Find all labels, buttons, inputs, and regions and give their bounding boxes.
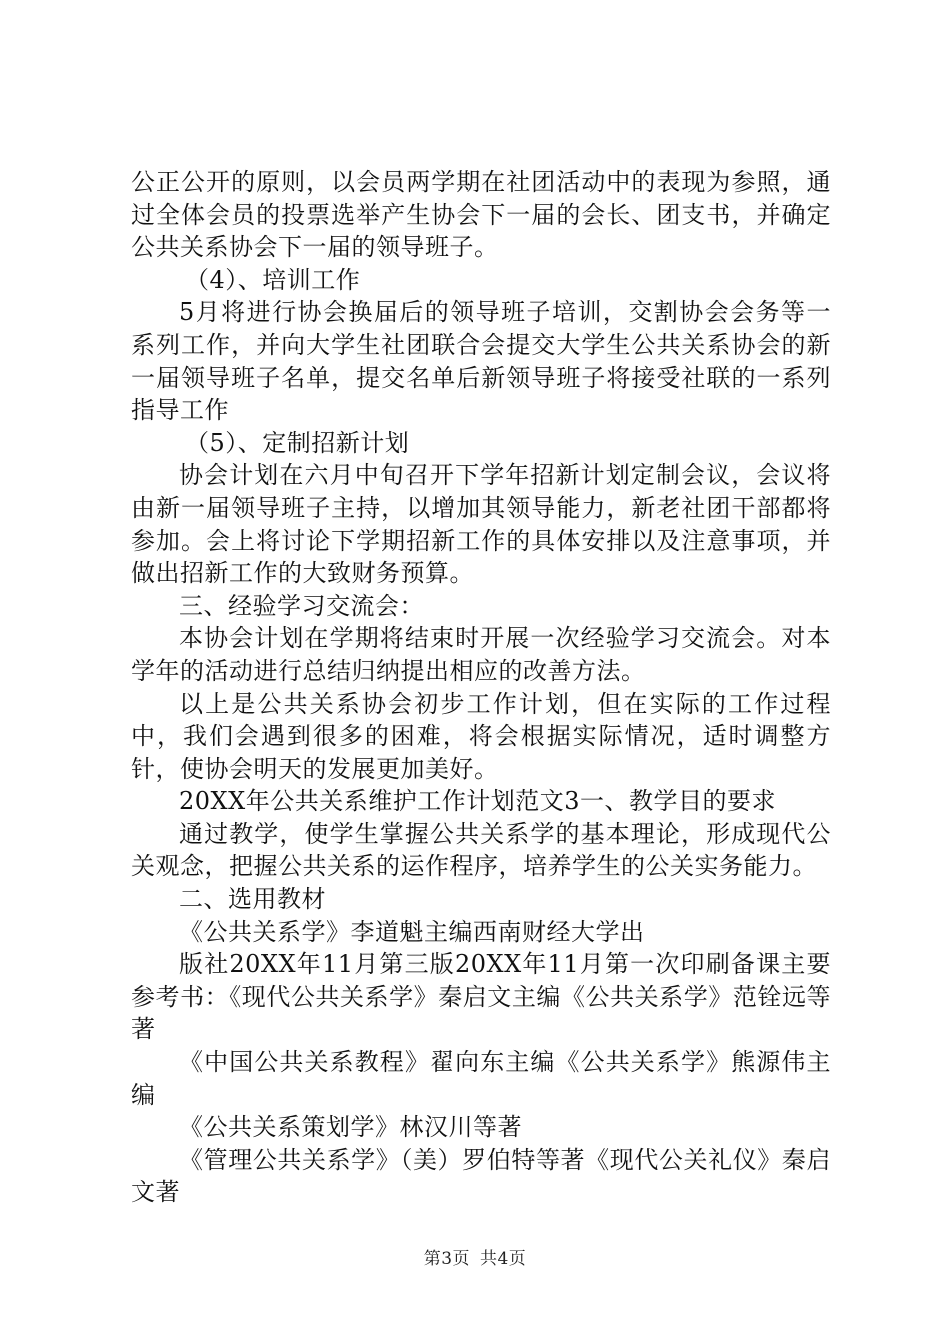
document-body: [131, 166, 831, 1209]
paragraph: 协会计划在六月中旬召开下学年招新计划定制会议，会议将由新一届领导班子主持，以增加其领导能力，新老社团干部都将参加。会上将讨论下学期招新工作的具体安排以及注意事项，并做出招新工作的大致财务预算。: [131, 461, 831, 588]
page-footer: [0, 1244, 950, 1269]
section-heading: 二、选用教材: [179, 885, 326, 914]
section-heading: （4）、培训工作: [185, 265, 361, 294]
page-total: 共4页: [479, 1249, 527, 1269]
paragraph: 公正公开的原则，以会员两学期在社团活动中的表现为参照，通过全体会员的投票选举产生协会下一届的会长、团支书，并确定公共关系协会下一届的领导班子。: [131, 168, 831, 262]
paragraph: 20XX年公共关系维护工作计划范文3一、教学目的要求: [179, 787, 776, 816]
section-heading: （5）、定制招新计划: [185, 428, 410, 457]
paragraph: 通过教学，使学生掌握公共关系学的基本理论，形成现代公关观念，把握公共关系的运作程序，培养学生的公关实务能力。: [131, 819, 831, 881]
paragraph: 《公共关系策划学》林汉川等著: [179, 1113, 522, 1142]
paragraph: 版社20XX年11月第三版20XX年11月第一次印刷备课主要参考书：《现代公共关系学》秦启文主编《公共关系学》范铨远等著: [131, 950, 831, 1044]
paragraph: 《公共关系学》李道魁主编西南财经大学出: [179, 917, 645, 946]
section-heading: 三、经验学习交流会：: [179, 591, 424, 620]
paragraph: 本协会计划在学期将结束时开展一次经验学习交流会。对本学年的活动进行总结归纳提出相应的改善方法。: [131, 624, 831, 685]
page-number: 第3页: [423, 1249, 471, 1269]
paragraph: 5月将进行协会换届后的领导班子培训，交割协会会务等一系列工作，并向大学生社团联合会提交大学生公共关系协会的新一届领导班子名单，提交名单后新领导班子将接受社联的一系列指导工作: [131, 298, 831, 425]
paragraph: 《中国公共关系教程》翟向东主编《公共关系学》熊源伟主编: [131, 1048, 831, 1109]
paragraph: 以上是公共关系协会初步工作计划，但在实际的工作过程中，我们会遇到很多的困难，将会根据实际情况，适时调整方针，使协会明天的发展更加美好。: [131, 689, 831, 783]
paragraph: 《管理公共关系学》（美）罗伯特等著《现代公关礼仪》秦启文著: [131, 1145, 831, 1207]
